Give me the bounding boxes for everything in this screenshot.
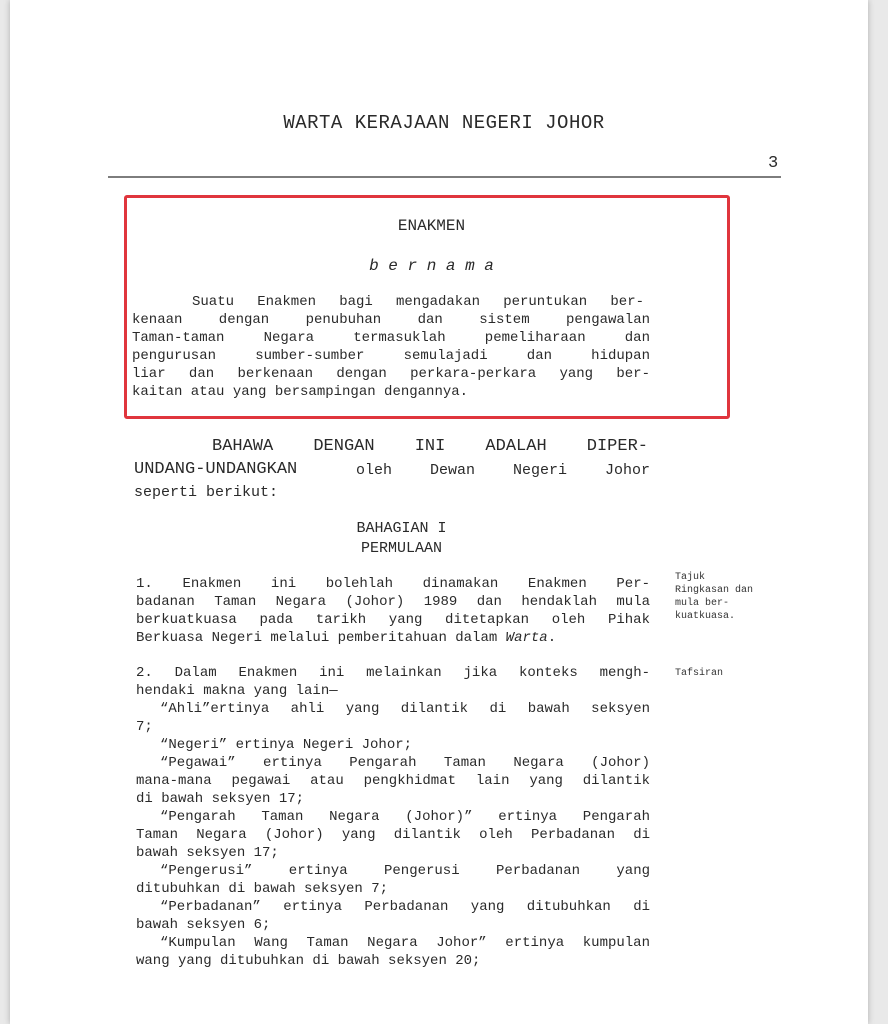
definition-line: mana-mana pegawai atau pengkhidmat lain yang dilantik [136,773,650,789]
section-2-line: 2. Dalam Enakmen ini melainkan jika konteks mengh- [136,665,650,681]
section-1-line: 1. Enakmen ini bolehlah dinamakan Enakmen Per- [136,576,650,592]
margin-note-line: Tajuk [675,572,706,583]
definition-line: “Pegawai” ertinya Pengarah Taman Negara (Johor) [160,755,650,771]
enacting-emphasis: UNDANG-UNDANGKAN [134,460,298,479]
definition-line: 7; [136,719,153,735]
margin-note-line: kuatkuasa. [675,611,736,622]
section-1-period: . [547,630,557,646]
document-page [10,0,868,1024]
long-title-line: liar dan berkenaan dengan perkara-perkara yang ber- [132,366,650,382]
definition-line: bawah seksyen 6; [136,917,271,933]
enacting-clause-line: BAHAWA DENGAN INI ADALAH DIPER- [212,437,648,456]
definition-line: “Pengarah Taman Negara (Johor)” ertinya Pengarah [160,809,650,825]
definition-line: “Perbadanan” ertinya Perbadanan yang ditubuhkan di [160,899,650,915]
long-title-line: kaitan atau yang bersampingan dengannya. [132,384,469,400]
part-number: BAHAGIAN I [356,520,447,537]
margin-note-line: Ringkasan dan [675,585,754,596]
long-title-line: Suatu Enakmen bagi mengadakan peruntukan ber- [192,294,644,310]
margin-note-line: mula ber- [675,598,730,609]
warta-italic: Warta [505,630,548,646]
enacting-clause-line: seperti berikut: [134,484,279,501]
definition-line: “Kumpulan Wang Taman Negara Johor” ertinya kumpulan [160,935,650,951]
definition-line: ditubuhkan di bawah seksyen 7; [136,881,389,897]
long-title-line: Taman-taman Negara termasuklah pemeliharaan dan [132,330,650,346]
gazette-title: WARTA KERAJAAN NEGERI JOHOR [283,112,605,134]
long-title-line: kenaan dengan penubuhan dan sistem pengawalan [132,312,650,328]
part-name: PERMULAAN [360,540,442,557]
definition-line: di bawah seksyen 17; [136,791,305,807]
page-number: 3 [768,154,779,173]
section-2-line: hendaki makna yang lain— [136,683,338,699]
header-divider [108,176,781,178]
section-1-text: Berkuasa Negeri melalui pemberitahuan dalam [136,630,506,646]
margin-note-tafsiran: Tafsiran [675,668,724,679]
enacting-rest: oleh Dewan Negeri Johor [356,462,650,479]
definition-line: “Negeri” ertinya Negeri Johor; [160,737,413,753]
section-1-line [136,629,556,647]
enactment-subtitle: b e r n a m a [369,257,494,275]
enactment-heading: ENAKMEN [397,217,466,235]
long-title-line: pengurusan sumber-sumber semulajadi dan hidupan [132,348,650,364]
definition-line: bawah seksyen 17; [136,845,279,861]
definition-line: Taman Negara (Johor) yang dilantik oleh Perbadanan di [136,827,650,843]
section-1-line: berkuatkuasa pada tarikh yang ditetapkan oleh Pihak [136,612,650,628]
section-1-line: badanan Taman Negara (Johor) 1989 dan hendaklah mula [136,594,650,610]
definition-line: “Pengerusi” ertinya Pengerusi Perbadanan yang [160,863,650,879]
definition-line: wang yang ditubuhkan di bawah seksyen 20; [136,953,481,969]
enacting-clause-line [134,460,650,482]
definition-line: “Ahli”ertinya ahli yang dilantik di bawah seksyen [160,701,650,717]
